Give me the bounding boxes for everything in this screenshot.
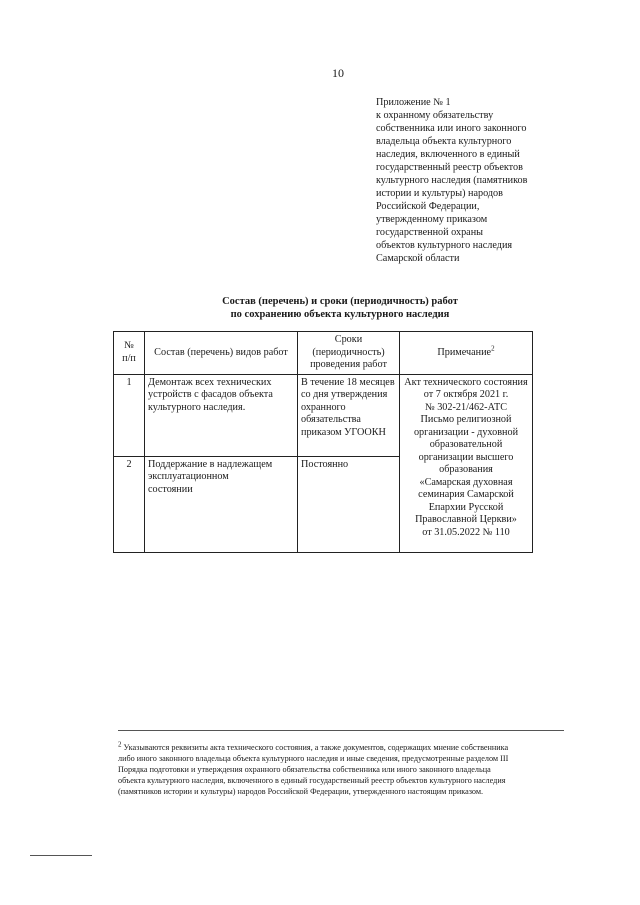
note-line: образовательной xyxy=(429,439,503,450)
note-line: организации высшего xyxy=(418,451,514,463)
row-composition xyxy=(145,456,298,552)
appendix-line: государственный реестр объектов xyxy=(376,162,523,173)
footnote-divider xyxy=(118,730,564,731)
note-line: от 7 октября 2021 г. xyxy=(423,389,509,400)
note-line: организации - духовной xyxy=(413,426,519,438)
appendix-line: Российской Федерации, xyxy=(376,201,480,212)
appendix-line: истории и культуры) народов xyxy=(376,188,503,199)
row-terms xyxy=(298,456,400,552)
footnote-line: Порядка подготовки и утверждения охранного обязательства собственника или иного законного владельца xyxy=(118,765,491,774)
note-line: Письмо религиозной xyxy=(420,414,512,425)
note-line: образования xyxy=(439,464,493,475)
appendix-line: наследия, включенного в единый xyxy=(376,149,520,160)
header-terms-line: Сроки (периодичность) xyxy=(312,334,385,358)
appendix-line: собственника или иного законного xyxy=(376,123,527,134)
note-line: семинария Самарской xyxy=(418,489,514,500)
table-row xyxy=(114,374,533,456)
terms-line: охранного xyxy=(301,401,346,413)
footnote xyxy=(118,742,564,797)
header-num-line: № xyxy=(124,340,134,352)
composition-line: состоянии xyxy=(148,483,193,495)
note-line: «Самарская духовная xyxy=(419,476,513,488)
document-title xyxy=(0,295,640,321)
header-num xyxy=(114,332,145,375)
row-num: 2 xyxy=(114,456,145,552)
note-line: Православной Церкви» xyxy=(415,514,517,525)
appendix-line: культурного наследия (памятников xyxy=(376,175,528,186)
page-number: 10 xyxy=(332,66,344,80)
title-line: по сохранению объекта культурного наследия xyxy=(230,309,450,320)
header-terms xyxy=(298,332,400,375)
terms-line: приказом УГООКН xyxy=(301,426,386,438)
header-num-line: п/п xyxy=(122,352,136,364)
appendix-header xyxy=(376,96,576,265)
note-line: Епархии Русской xyxy=(428,501,504,513)
appendix-line: государственной охраны xyxy=(376,227,483,238)
note-line: Акт технического состояния xyxy=(404,376,528,388)
appendix-line: утвержденному приказом xyxy=(376,214,488,225)
composition-line: культурного наследия. xyxy=(148,401,246,413)
note-line: № 302-21/462-АТС xyxy=(424,401,508,413)
header-composition: Состав (перечень) видов работ xyxy=(145,332,298,375)
works-table xyxy=(113,331,533,553)
composition-line: устройств с фасадов объекта xyxy=(148,389,273,400)
header-terms-line: проведения работ xyxy=(310,359,387,370)
header-note xyxy=(400,332,533,375)
appendix-line: к охранному обязательству xyxy=(376,110,494,121)
appendix-line: владельца объекта культурного xyxy=(376,136,512,147)
footnote-line xyxy=(118,742,564,753)
bottom-divider xyxy=(30,855,92,856)
appendix-line: Самарской области xyxy=(376,253,460,264)
terms-line: со дня утверждения xyxy=(301,389,388,400)
terms-line: Постоянно xyxy=(301,458,349,470)
table-header-row xyxy=(114,332,533,375)
note-line: от 31.05.2022 № 110 xyxy=(422,526,510,538)
row-composition xyxy=(145,374,298,456)
terms-line: В течение 18 месяцев xyxy=(301,376,395,388)
row-terms xyxy=(298,374,400,456)
footnote-line: (памятников истории и культуры) народов Российской Федерации, утвержденного настоящим приказом. xyxy=(118,787,484,796)
footnote-marker: 2 xyxy=(118,740,122,749)
appendix-line: Приложение № 1 xyxy=(376,97,451,108)
row-num: 1 xyxy=(114,374,145,456)
row-note xyxy=(400,374,533,552)
appendix-line: объектов культурного наследия xyxy=(376,240,513,251)
header-note-label: Примечание xyxy=(437,346,492,358)
composition-line: Поддержание в надлежащем xyxy=(148,458,273,470)
terms-line: обязательства xyxy=(301,414,361,425)
footnote-line: либо иного законного владельца объекта культурного наследия и иные сведения, предусмотренные разделом III xyxy=(118,754,509,763)
footnote-line: объекта культурного наследия, включенного в единый государственный реестр объектов культурного наследия xyxy=(118,776,506,785)
title-line: Состав (перечень) и сроки (периодичность) работ xyxy=(222,296,458,307)
composition-line: эксплуатационном xyxy=(148,471,229,482)
composition-line: Демонтаж всех технических xyxy=(148,376,272,388)
footnote-ref: 2 xyxy=(491,344,495,353)
footnote-text: Указываются реквизиты акта технического состояния, а также документов, содержащих мнение собственника xyxy=(123,743,509,752)
